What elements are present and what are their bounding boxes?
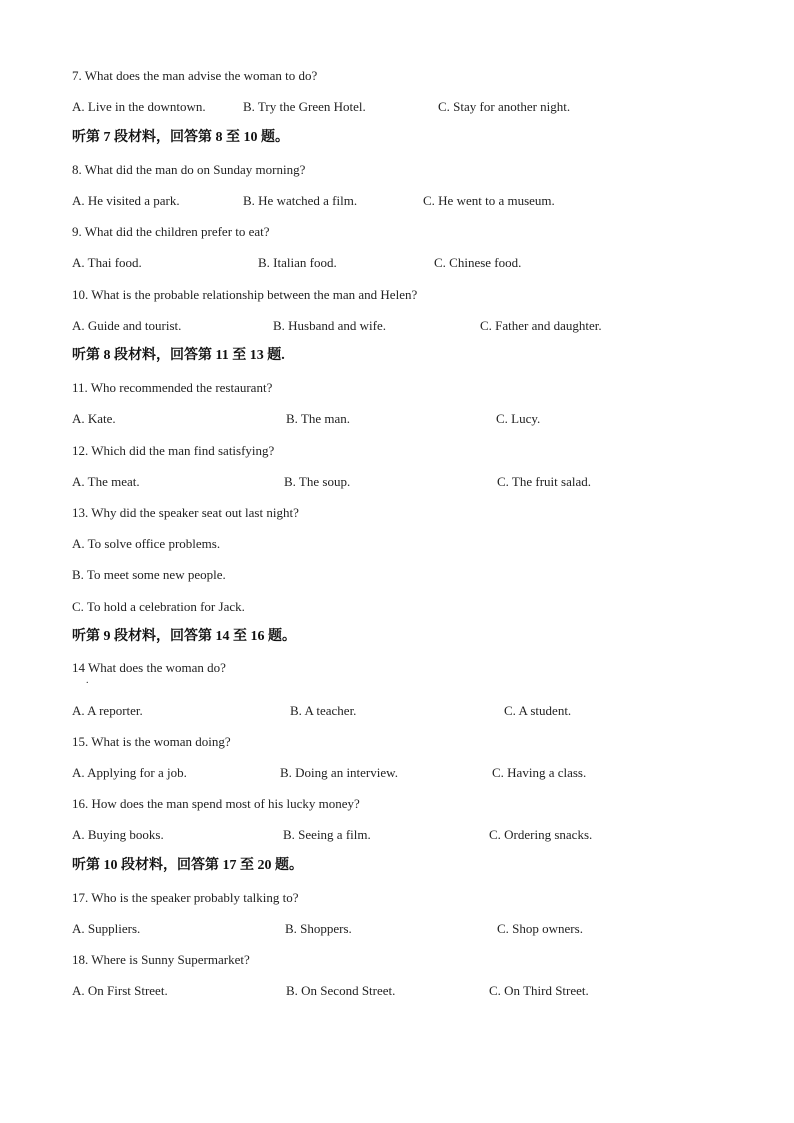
q8-option-c: C. He went to a museum. <box>423 193 555 208</box>
q9-option-b: B. Italian food. <box>258 255 337 270</box>
question-17: 17. Who is the speaker probably talking to? <box>72 890 299 905</box>
question-18: 18. Where is Sunny Supermarket? <box>72 952 250 967</box>
q15-option-c: C. Having a class. <box>492 765 587 780</box>
question-14: 14 What does the woman do? <box>72 660 226 675</box>
q10-option-b: B. Husband and wife. <box>273 318 387 333</box>
q13-option-b: B. To meet some new people. <box>72 567 226 582</box>
section-heading-7: 听第 7 段材料，回答第 8 至 10 题。 <box>72 130 289 145</box>
q16-option-a: A. Buying books. <box>72 827 164 842</box>
question-11: 11. Who recommended the restaurant? <box>72 380 273 395</box>
q12-option-c: C. The fruit salad. <box>497 474 591 489</box>
section-heading-9: 听第 9 段材料，回答第 14 至 16 题。 <box>72 629 296 644</box>
question-12: 12. Which did the man find satisfying? <box>72 443 275 458</box>
question-13: 13. Why did the speaker seat out last night? <box>72 505 299 520</box>
q10-option-c: C. Father and daughter. <box>480 318 602 333</box>
q9-option-c: C. Chinese food. <box>434 255 522 270</box>
q8-option-b: B. He watched a film. <box>243 193 358 208</box>
q17-option-a: A. Suppliers. <box>72 921 141 936</box>
stray-dot: . <box>86 675 89 686</box>
q16-option-c: C. Ordering snacks. <box>489 827 593 842</box>
q15-option-a: A. Applying for a job. <box>72 765 187 780</box>
q18-option-b: B. On Second Street. <box>286 983 396 998</box>
q17-option-c: C. Shop owners. <box>497 921 583 936</box>
question-9: 9. What did the children prefer to eat? <box>72 224 270 239</box>
q12-option-b: B. The soup. <box>284 474 351 489</box>
q13-option-c: C. To hold a celebration for Jack. <box>72 599 245 614</box>
q15-option-b: B. Doing an interview. <box>280 765 398 780</box>
section-heading-10: 听第 10 段材料，回答第 17 至 20 题。 <box>72 858 303 873</box>
q8-option-a: A. He visited a park. <box>72 193 180 208</box>
question-15: 15. What is the woman doing? <box>72 734 231 749</box>
q10-option-a: A. Guide and tourist. <box>72 318 182 333</box>
q9-option-a: A. Thai food. <box>72 255 142 270</box>
q11-option-c: C. Lucy. <box>496 411 541 426</box>
q17-option-b: B. Shoppers. <box>285 921 352 936</box>
q11-option-b: B. The man. <box>286 411 351 426</box>
question-7: 7. What does the man advise the woman to do? <box>72 68 318 83</box>
q14-option-a: A. A reporter. <box>72 703 143 718</box>
question-8: 8. What did the man do on Sunday morning? <box>72 162 306 177</box>
section-heading-8: 听第 8 段材料，回答第 11 至 13 题. <box>72 348 285 363</box>
q11-option-a: A. Kate. <box>72 411 116 426</box>
question-16: 16. How does the man spend most of his lucky money? <box>72 796 360 811</box>
q13-option-a: A. To solve office problems. <box>72 536 221 551</box>
q18-option-c: C. On Third Street. <box>489 983 589 998</box>
q16-option-b: B. Seeing a film. <box>283 827 371 842</box>
q18-option-a: A. On First Street. <box>72 983 168 998</box>
q12-option-a: A. The meat. <box>72 474 140 489</box>
q7-option-c: C. Stay for another night. <box>438 99 571 114</box>
q7-option-b: B. Try the Green Hotel. <box>243 99 366 114</box>
q14-option-b: B. A teacher. <box>290 703 357 718</box>
q7-option-a: A. Live in the downtown. <box>72 99 206 114</box>
question-10: 10. What is the probable relationship between the man and Helen? <box>72 287 418 302</box>
q14-option-c: C. A student. <box>504 703 572 718</box>
